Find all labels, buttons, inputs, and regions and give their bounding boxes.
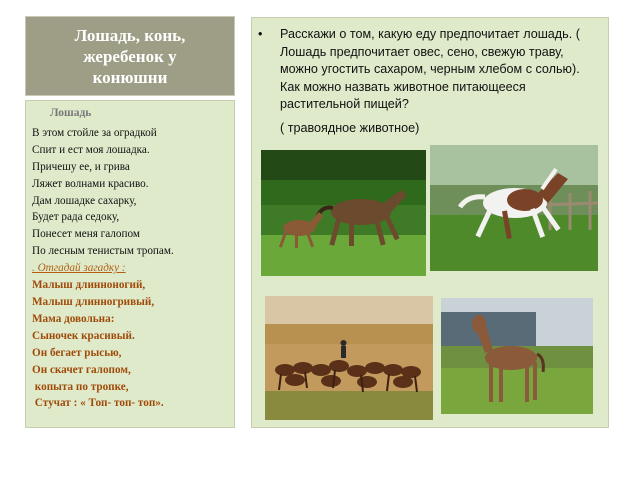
riddle-line: Малыш длинноногий, [32,279,146,292]
slide-title: Лошадь, конь, жеребенок у конюшни [74,25,186,87]
bullet-marker: • [258,27,263,41]
poem-line: Спит и ест моя лошадка. [32,143,150,156]
poem-line: Дам лошадке сахарку, [32,194,137,207]
slide-title-box [25,16,235,96]
question-block [258,26,598,137]
riddle-line: копыта по тропке, [32,380,129,393]
photo-horse-herd [265,296,433,420]
poem-line: Ляжет волнами красиво. [32,177,149,190]
answer-text: ( травоядное животное) [280,120,420,135]
riddle-line: Мама довольна: [32,312,115,325]
photo-pinto-horse [430,145,598,271]
poem-panel [25,100,235,428]
photo-mare-and-foal [261,150,426,276]
poem-line: По лесным тенистым тропам. [32,245,174,258]
poem-line: Причешу ее, и грива [32,160,130,173]
riddle-line: Он бегает рысью, [32,346,122,359]
riddle-line: Малыш длинногривый, [32,295,155,308]
riddle-heading: . Отгадай загадку : [32,262,126,275]
poem-line: В этом стойле за оградкой [32,126,157,139]
riddle-line: Сыночек красивый. [32,329,135,342]
poem-line: Будет рада седоку, [32,211,120,224]
photo-standing-foal [441,298,593,414]
poem-title: Лошадь [50,107,92,119]
poem-line: Понесет меня галопом [32,228,140,241]
question-text: Расскажи о том, какую еду предпочитает лошадь. ( Лошадь предпочитает овес, сено, свежую траву, можно угостить сахаром, черным хлебом с солью). Как можно назвать животное питающееся растительной пищей? [280,27,580,111]
riddle-line: Стучат : « Топ- топ- топ». [32,397,164,410]
riddle-line: Он скачет галопом, [32,363,131,376]
